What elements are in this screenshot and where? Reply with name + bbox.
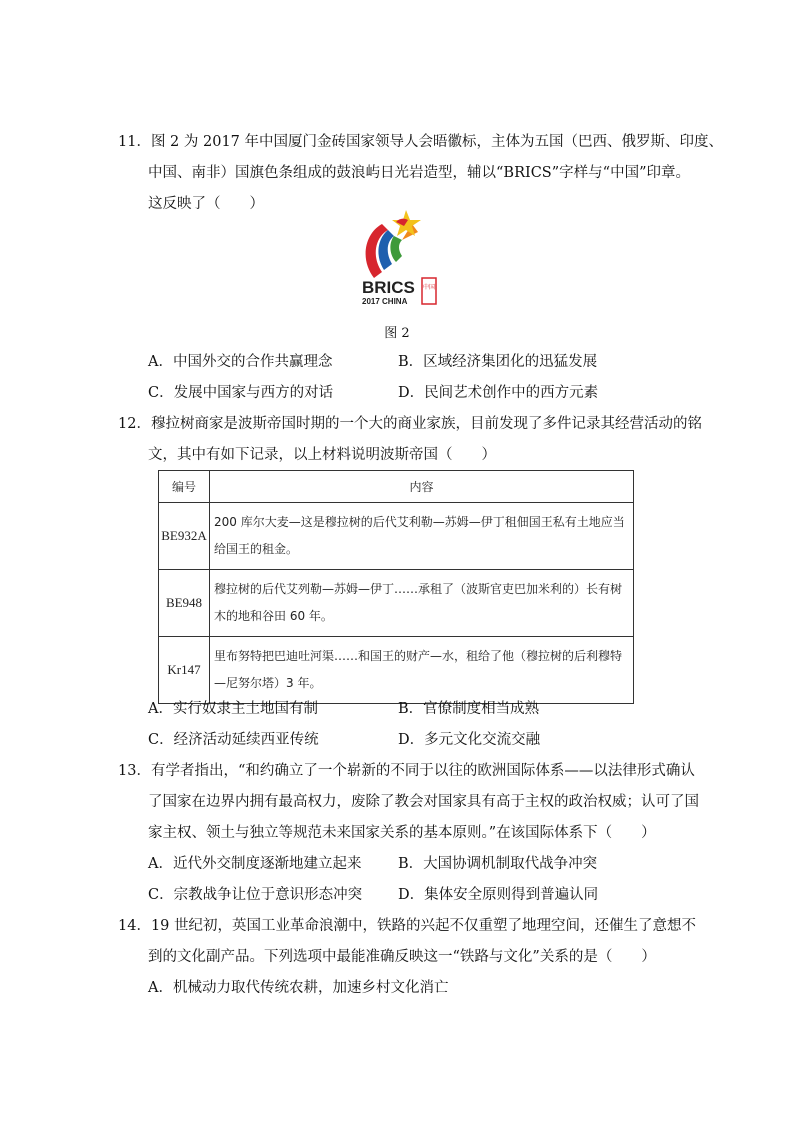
figure-2-caption: 图 2	[384, 326, 410, 341]
q12-option-b: B．官僚制度相当成熟	[398, 701, 540, 717]
q12-line-2: 文，其中有如下记录，以上材料说明波斯帝国（ ）	[148, 447, 496, 463]
q11-option-b: B．区域经济集团化的迅猛发展	[398, 354, 598, 370]
q12-option-a: A．实行奴隶主土地国有制	[148, 701, 318, 717]
table-cell-content: 穆拉树的后代艾列勒—苏姆—伊丁……承租了（波斯官吏巴加米利的）长有树木的地和谷田 60 年。	[210, 570, 634, 637]
q11-line-2: 中国、南非）国旗色条组成的鼓浪屿日光岩造型，辅以“BRICS”字样与“中国”印章。	[148, 165, 690, 181]
q13-option-b: B．大国协调机制取代战争冲突	[398, 856, 598, 872]
table-header-code: 编号	[159, 471, 210, 503]
q14-line-2: 到的文化副产品。下列选项中最能准确反映这一“铁路与文化”关系的是（ ）	[148, 949, 656, 965]
table-cell-code: BE932A	[159, 503, 210, 570]
logo-seal-frame	[422, 278, 436, 304]
q14-line-1: 14．19 世纪初，英国工业革命浪潮中，铁路的兴起不仅重塑了地理空间，还催生了意想不	[118, 918, 697, 934]
table-header-row	[159, 471, 634, 503]
table-cell-content: 里布努特把巴迪吐河渠……和国王的财产—水，租给了他（穆拉树的后利穆特—尼努尔塔）3 年。	[210, 637, 634, 704]
brics-logo-image	[352, 198, 448, 308]
logo-brics-text: BRICS	[362, 278, 415, 297]
table-row	[159, 637, 634, 704]
q11-line-3: 这反映了（ ）	[148, 196, 264, 212]
q13-line-1: 13．有学者指出，“和约确立了一个崭新的不同于以往的欧洲国际体系——以法律形式确认	[118, 763, 695, 779]
q13-option-a: A．近代外交制度逐渐地建立起来	[148, 856, 362, 872]
table-header-content: 内容	[210, 471, 634, 503]
q14-option-a: A．机械动力取代传统农耕，加速乡村文化消亡	[148, 980, 449, 996]
logo-year-text: 2017 CHINA	[362, 297, 408, 306]
q12-line-1: 12．穆拉树商家是波斯帝国时期的一个大的商业家族，目前发现了多件记录其经营活动的铭	[118, 416, 702, 432]
q13-line-3: 家主权、领土与独立等规范未来国家关系的基本原则。”在该国际体系下（ ）	[148, 825, 656, 841]
q11-option-d: D．民间艺术创作中的西方元素	[398, 385, 599, 401]
table-cell-content: 200 库尔大麦—这是穆拉树的后代艾利勒—苏姆—伊丁租佃国王私有土地应当给国王的租金。	[210, 503, 634, 570]
table-cell-code: Kr147	[159, 637, 210, 704]
q12-option-c: C．经济活动延续西亚传统	[148, 732, 319, 748]
q11-option-a: A．中国外交的合作共赢理念	[148, 354, 333, 370]
q13-option-d: D．集体安全原则得到普遍认同	[398, 887, 599, 903]
q13-line-2: 了国家在边界内拥有最高权力，废除了教会对国家具有高于主权的政治权威；认可了国	[148, 794, 699, 810]
table-row	[159, 570, 634, 637]
q11-line-1: 11．图 2 为 2017 年中国厦门金砖国家领导人会晤徽标，主体为五国（巴西、俄罗斯、印度、	[118, 134, 724, 150]
inscription-table	[158, 470, 634, 704]
table-row	[159, 503, 634, 570]
logo-seal-text: 中国	[423, 284, 436, 291]
q11-option-c: C．发展中国家与西方的对话	[148, 385, 334, 401]
q12-option-d: D．多元文化交流交融	[398, 732, 541, 748]
logo-green-band	[390, 236, 402, 262]
table-cell-code: BE948	[159, 570, 210, 637]
q13-option-c: C．宗教战争让位于意识形态冲突	[148, 887, 363, 903]
